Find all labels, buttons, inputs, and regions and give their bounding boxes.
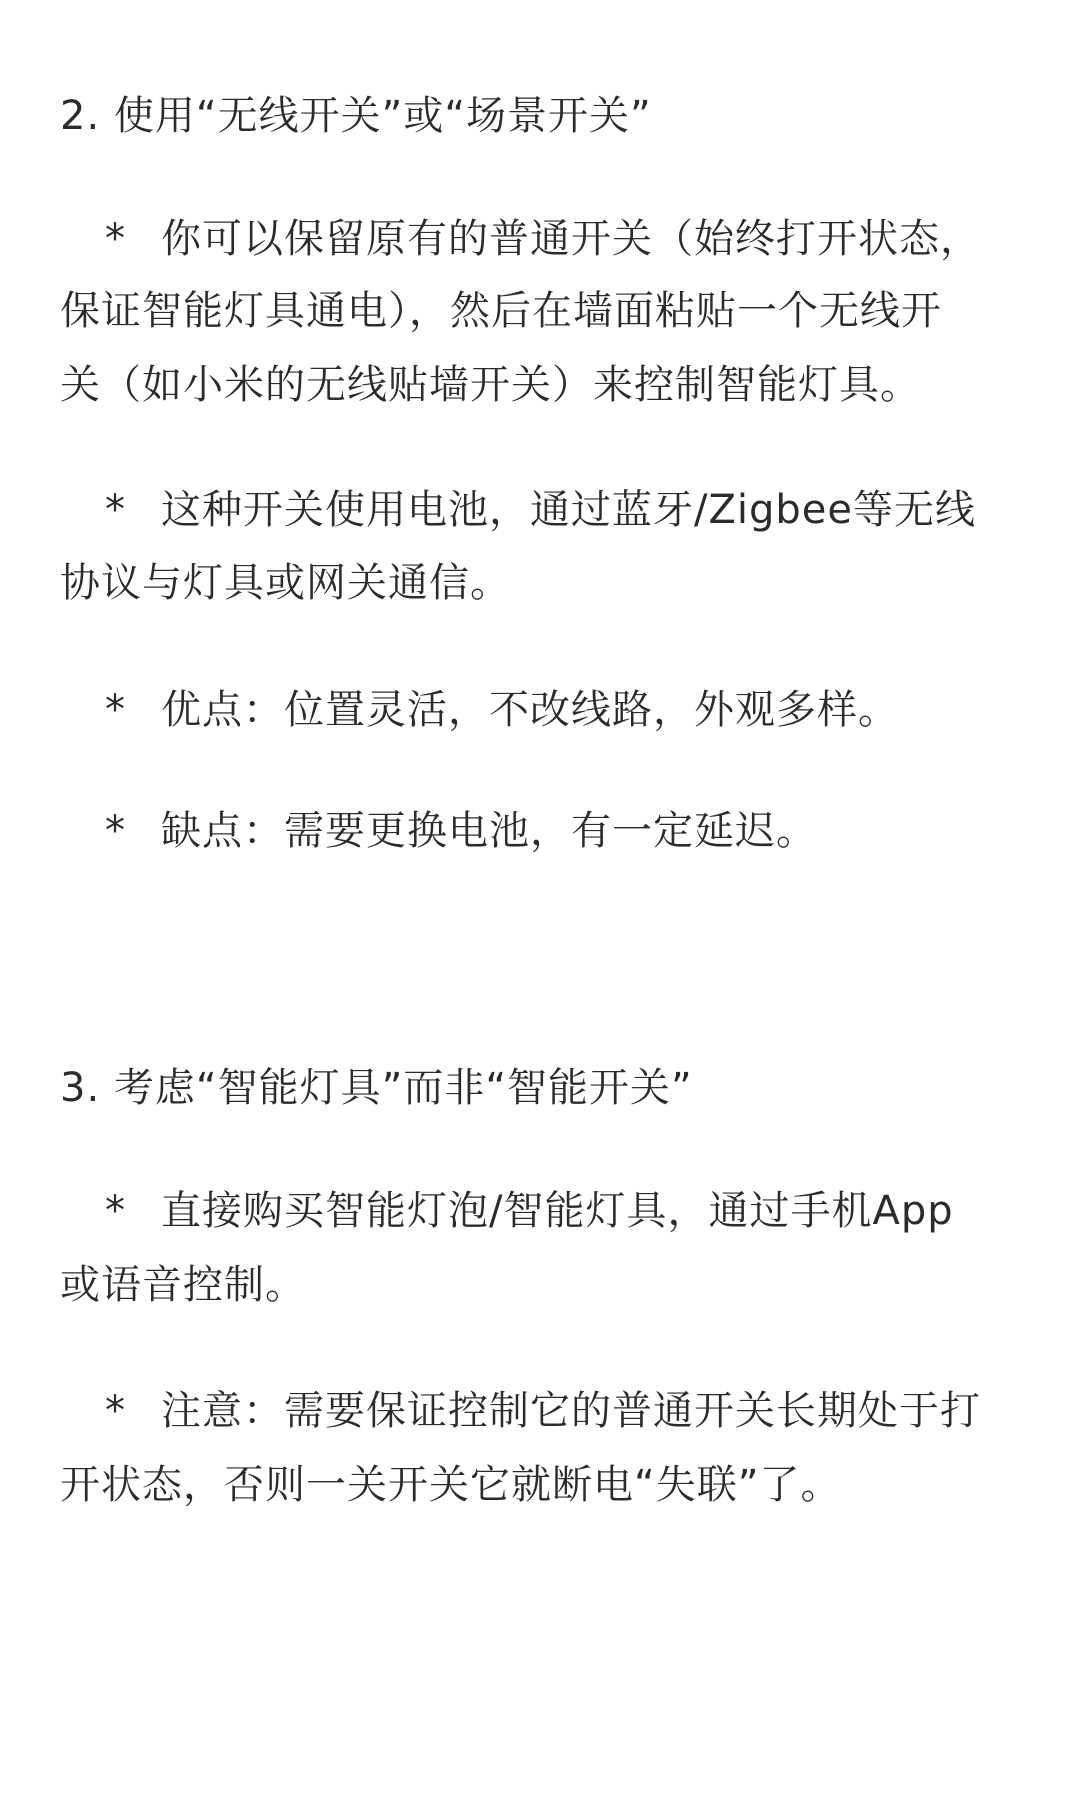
bullet-star: *: [105, 487, 126, 533]
list-item: [105, 793, 1080, 869]
list-item-text: 你可以保留原有的普通开关（始终打开状态，: [161, 216, 981, 262]
list-item-continuation: 协议与灯具或网关通信。: [60, 560, 511, 606]
list-item-text: 缺点：需要更换电池，有一定延迟。: [161, 808, 817, 854]
section-heading: 2. 使用“无线开关”或“场景开关”: [60, 93, 652, 139]
list-item-text: 直接购买智能灯泡/智能灯具，通过手机App: [161, 1188, 954, 1234]
list-item: [105, 1173, 1080, 1249]
list-item: [105, 201, 1080, 277]
bullet-star: *: [105, 1188, 126, 1234]
list-item-continuation: 开状态，否则一关开关它就断电“失联”了。: [60, 1462, 842, 1508]
bullet-star: *: [105, 1388, 126, 1434]
list-item: [105, 472, 1080, 548]
list-item-continuation: 保证智能灯具通电），然后在墙面粘贴一个无线开: [60, 288, 942, 334]
list-item-text: 注意：需要保证控制它的普通开关长期处于打: [161, 1388, 981, 1434]
bullet-star: *: [105, 216, 126, 262]
list-item-text: 这种开关使用电池，通过蓝牙/Zigbee等无线: [161, 487, 976, 533]
list-item-continuation: 或语音控制。: [60, 1262, 306, 1308]
list-item: [105, 672, 1080, 748]
list-item-continuation: 关（如小米的无线贴墙开关）来控制智能灯具。: [60, 362, 921, 408]
bullet-star: *: [105, 687, 126, 733]
bullet-star: *: [105, 808, 126, 854]
section-heading: 3. 考虑“智能灯具”而非“智能开关”: [60, 1065, 693, 1111]
list-item: [105, 1373, 1080, 1449]
list-item-text: 优点：位置灵活，不改线路，外观多样。: [161, 687, 899, 733]
